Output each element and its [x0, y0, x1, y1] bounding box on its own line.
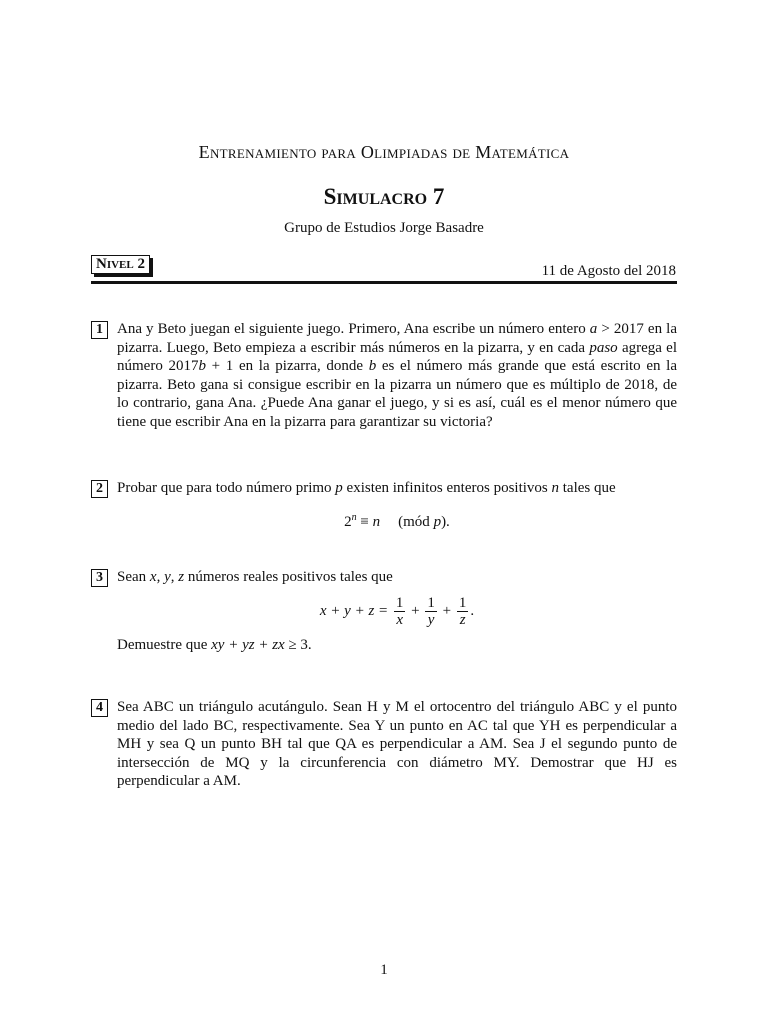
group-name: Grupo de Estudios Jorge Basadre [284, 220, 484, 236]
math-var: n [372, 513, 381, 530]
math-var: x [149, 569, 157, 585]
simulacro-title: Simulacro 7 [323, 184, 445, 209]
text-run: agrega el número 2017 [117, 339, 678, 374]
document-title: Entrenamiento para Olimpiadas de Matemática [198, 142, 570, 162]
eq-exponent: n [351, 511, 357, 523]
problem-2 [91, 479, 677, 531]
eq-plus: + [411, 602, 420, 619]
math-var: p [433, 513, 442, 530]
fraction [394, 595, 406, 628]
problem-number: 2 [91, 480, 108, 498]
frac-numerator: 1 [458, 594, 467, 611]
level-badge: Nivel 2 [91, 255, 150, 274]
math-var: n [551, 480, 560, 496]
text-run: , [156, 569, 165, 585]
problem-3 [91, 568, 677, 654]
eq-lhs: x + y + z = [319, 602, 389, 619]
problem-text: Sea ABC un triángulo acutángulo. Sean H y M el ortocentro del triángulo ABC y el punto medio del lado BC, respectivamente. Sea Y un punto en AC tal que YH es perpendicular a MH y sea Q un punto BH tal que QA es perpendicular a AM. Sea J el segundo punto de intersección de MQ y la circunferencia con diámetro MY. Demostrar que HJ es perpendicular a AM. [117, 699, 677, 789]
emphasis-text: paso [589, 339, 618, 356]
eq-end: ). [441, 513, 450, 530]
problem-text [117, 320, 677, 431]
math-expr: xy + yz + zx [211, 636, 285, 653]
frac-denominator: y [427, 611, 435, 628]
problem-text [117, 479, 677, 498]
text-run: + 1 en la pizarra, donde [206, 358, 369, 374]
frac-denominator: x [396, 611, 403, 628]
problem-4 [91, 698, 677, 791]
text-run: Demuestre que [117, 636, 212, 653]
text-run: , [170, 569, 179, 585]
fraction [425, 595, 437, 628]
text-run: > 2017 en la pizarra. Luego, Beto empieza a escribir más números en la pizarra, y en cada [117, 321, 677, 356]
text-run: ≥ 3. [284, 636, 312, 653]
frac-numerator: 1 [395, 594, 404, 611]
exam-date: 11 de Agosto del 2018 [541, 263, 676, 279]
text-run: Probar que para todo número primo [117, 480, 336, 496]
display-equation [117, 595, 677, 628]
text-run: Ana y Beto juegan el siguiente juego. Primero, Ana escribe un número entero [117, 321, 590, 337]
display-equation [117, 512, 677, 531]
text-run: números reales positivos tales que [184, 569, 393, 585]
math-var: a [589, 321, 598, 337]
math-var: p [335, 480, 343, 496]
problem-number: 3 [91, 569, 108, 587]
frac-denominator: z [459, 611, 466, 628]
text-run: es el número más grande que está escrito en la pizarra. Beto gana si consigue escribir en la pizarra un número que es múltiplo de 2018, de lo contrario, gana Ana. ¿Puede Ana ganar el juego, y si es así, cuál es el menor número que tiene que escribir Ana en la pizarra para garantizar su victoria? [117, 358, 677, 430]
header-divider [91, 281, 677, 284]
text-run: existen infinitos enteros positivos [342, 480, 552, 496]
problem-1 [91, 320, 677, 431]
text-run: Sean [117, 569, 150, 585]
frac-numerator: 1 [427, 594, 435, 611]
math-var: b [368, 358, 377, 374]
problem-conclusion [117, 636, 677, 655]
text-run: tales que [559, 480, 616, 496]
problem-number: 1 [91, 321, 108, 339]
page-number: 1 [380, 962, 388, 978]
eq-mod: (mód [398, 513, 434, 530]
problem-text [117, 568, 677, 587]
eq-equiv: ≡ [356, 513, 373, 530]
math-var: b [198, 358, 206, 374]
eq-plus: + [442, 602, 452, 619]
math-var: y [164, 569, 171, 585]
math-var: z [178, 569, 185, 585]
problem-number: 4 [91, 699, 108, 717]
eq-base: 2 [344, 513, 352, 530]
eq-end: . [470, 602, 475, 619]
fraction [457, 595, 469, 628]
